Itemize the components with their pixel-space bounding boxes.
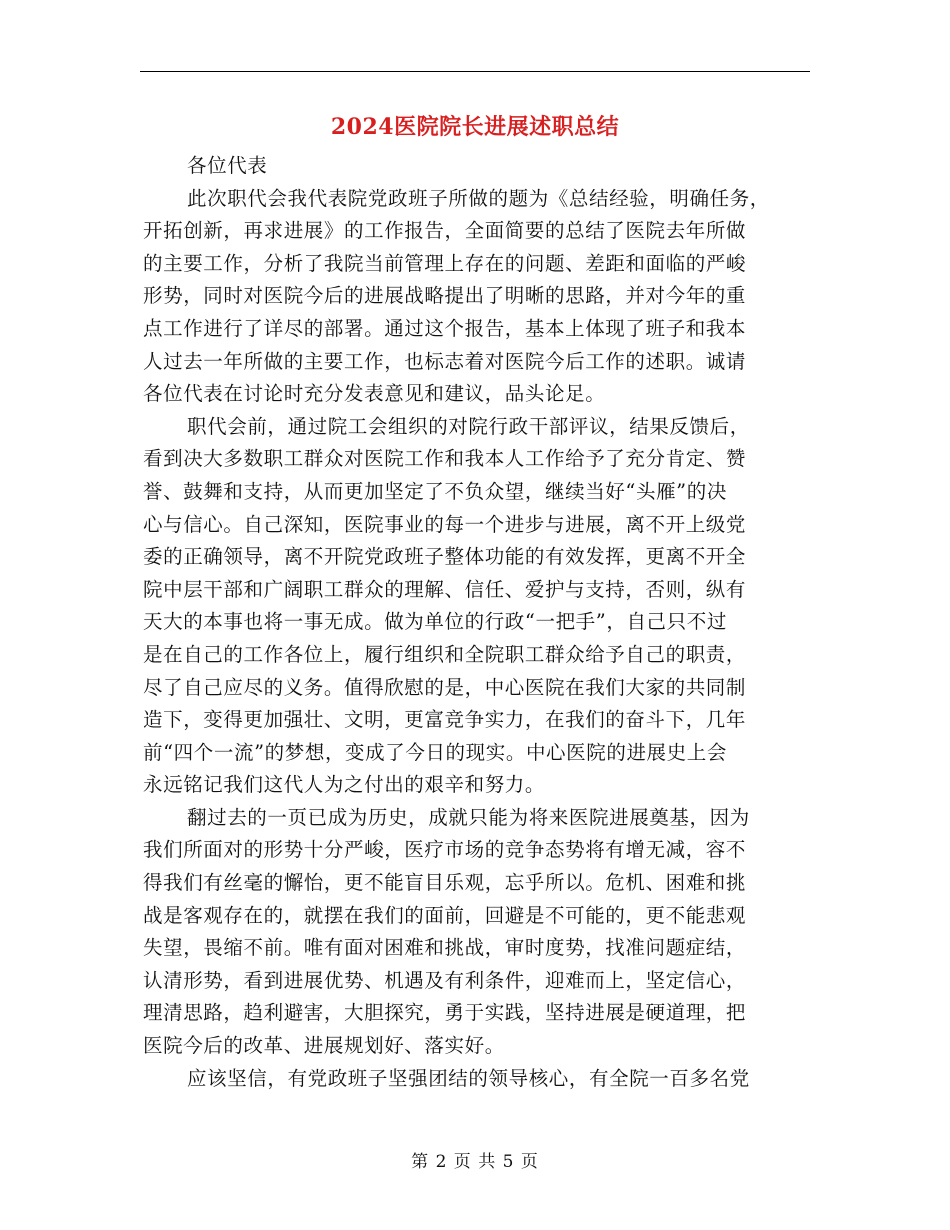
body-text-line: 前“四个一流”的梦想，变成了今日的现实。中心医院的进展史上会 (143, 740, 727, 764)
body-text-line: 职代会前，通过院工会组织的对院行政干部评议，结果反馈后， (187, 414, 750, 438)
body-text-line: 得我们有丝毫的懈怡，更不能盲目乐观，忘乎所以。危机、困难和挑 (143, 871, 747, 895)
body-text-line: 我们所面对的形势十分严峻，医疗市场的竞争态势将有增无减，容不 (143, 838, 747, 862)
body-text-line: 应该坚信，有党政班子坚强团结的领导核心，有全院一百多名党 (187, 1066, 750, 1090)
header-rule (140, 71, 810, 72)
body-text-line: 开拓创新，再求进展》的工作报告，全面简要的总结了医院去年所做 (143, 219, 747, 243)
body-text-line: 形势，同时对医院今后的进展战略提出了明晰的思路，并对今年的重 (143, 284, 747, 308)
body-text-line: 是在自己的工作各位上，履行组织和全院职工群众给予自己的职责， (143, 642, 747, 666)
body-text-line: 翻过去的一页已成为历史，成就只能为将来医院进展奠基，因为 (187, 805, 750, 829)
body-text-line: 誉、鼓舞和支持，从而更加坚定了不负众望，继续当好“头雁”的决 (143, 479, 727, 503)
body-text-line: 失望，畏缩不前。唯有面对困难和挑战，审时度势，找准问题症结， (143, 936, 747, 960)
body-text-line: 的主要工作，分析了我院当前管理上存在的问题、差距和面临的严峻 (143, 251, 747, 275)
body-text-line: 医院今后的改革、进展规划好、落实好。 (143, 1034, 505, 1058)
body-text-line: 心与信心。自己深知，医院事业的每一个进步与进展，离不开上级党 (143, 512, 747, 536)
document-title: 2024医院院长进展述职总结 (330, 114, 620, 140)
body-text-line: 天大的本事也将一事无成。做为单位的行政“一把手”，自己只不过 (143, 610, 727, 634)
body-text-line: 造下，变得更加强壮、文明，更富竞争实力，在我们的奋斗下，几年 (143, 708, 747, 732)
body-text-line: 战是客观存在的，就摆在我们的面前，回避是不可能的，更不能悲观 (143, 903, 747, 927)
body-text-line: 看到决大多数职工群众对医院工作和我本人工作给予了充分肯定、赞 (143, 447, 747, 471)
document-body (143, 150, 805, 1095)
page-footer: 第 2 页 共 5 页 (411, 1152, 539, 1172)
body-text-line: 人过去一年所做的主要工作，也标志着对医院今后工作的述职。诚请 (143, 349, 747, 373)
body-text-line: 认清形势，看到进展优势、机遇及有利条件，迎难而上，坚定信心， (143, 968, 747, 992)
body-text-line: 此次职代会我代表院党政班子所做的题为《总结经验，明确任务， (187, 186, 770, 210)
body-text-line: 委的正确领导，离不开院党政班子整体功能的有效发挥，更离不开全 (143, 545, 747, 569)
body-text-line: 尽了自己应尽的义务。值得欣慰的是，中心医院在我们大家的共同制 (143, 675, 747, 699)
body-text-line: 永远铭记我们这代人为之付出的艰辛和努力。 (143, 773, 546, 797)
body-text-line: 点工作进行了详尽的部署。通过这个报告，基本上体现了班子和我本 (143, 316, 747, 340)
body-text-line: 院中层干部和广阔职工群众的理解、信任、爱护与支持，否则，纵有 (143, 577, 747, 601)
body-text-line: 各位代表 (187, 154, 268, 177)
body-text-line: 各位代表在讨论时充分发表意见和建议，品头论足。 (143, 382, 606, 406)
body-text-line: 理清思路，趋利避害，大胆探究，勇于实践，坚持进展是硬道理，把 (143, 1001, 747, 1025)
